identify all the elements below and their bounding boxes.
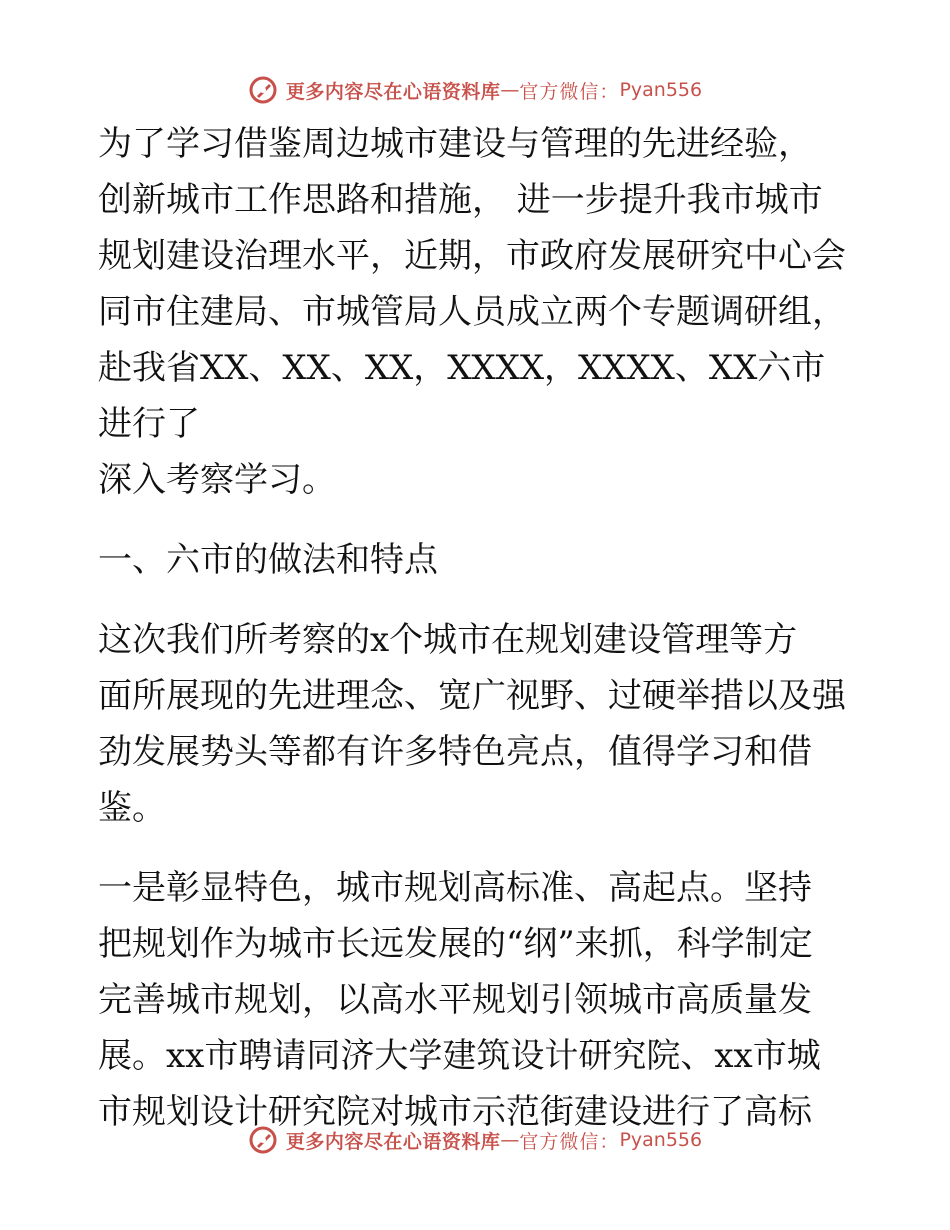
header-watermark-banner — [0, 70, 950, 110]
banner-dash: — — [500, 79, 520, 101]
section-heading: 一、六市的做法和特点 — [98, 540, 438, 580]
footer-watermark-banner — [0, 1120, 950, 1160]
banner-label: 官方微信： — [519, 1130, 620, 1153]
banner-wechat-id: Pyan556 — [619, 1129, 703, 1151]
banner-wechat-id: Pyan556 — [619, 79, 703, 101]
banner-dash: — — [500, 1129, 520, 1151]
paragraph-overview: 这次我们所考察的x个城市在规划建设管理等方 面所展现的先进理念、宽广视野、过硬举措以及强 劲发展势头等都有许多特色亮点，值得学习和借 鉴。 — [98, 620, 846, 828]
banner-main-text: 更多内容尽在心语资料库 — [285, 80, 501, 103]
document-body — [98, 116, 858, 1164]
paragraph-intro: 为了学习借鉴周边城市建设与管理的先进经验， 创新城市工作思路和措施， 进一步提升我市城市 规划建设治理水平，近期，市政府发展研究中心会 同市住建局、市城管局人员成立两个专题调研组， 赴我省XX、XX、XX，XXXX，XXXX、XX六市进行了 深入考察学习。 — [98, 124, 846, 500]
paragraph-point-one: 一是彰显特色，城市规划高标准、高起点。坚持 把规划作为城市长远发展的“纲”来抓，科学制定 完善城市规划，以高水平规划引领城市高质量发 展。xx市聘请同济大学建筑设计研究院、xx市城 市规划设计研究院对城市示范街建设进行了高标 — [98, 868, 821, 1132]
banner-label: 官方微信： — [519, 80, 620, 103]
banner-main-text: 更多内容尽在心语资料库 — [285, 1130, 501, 1153]
pen-circle-logo-icon — [248, 1125, 278, 1155]
pen-circle-logo-icon — [248, 75, 278, 105]
